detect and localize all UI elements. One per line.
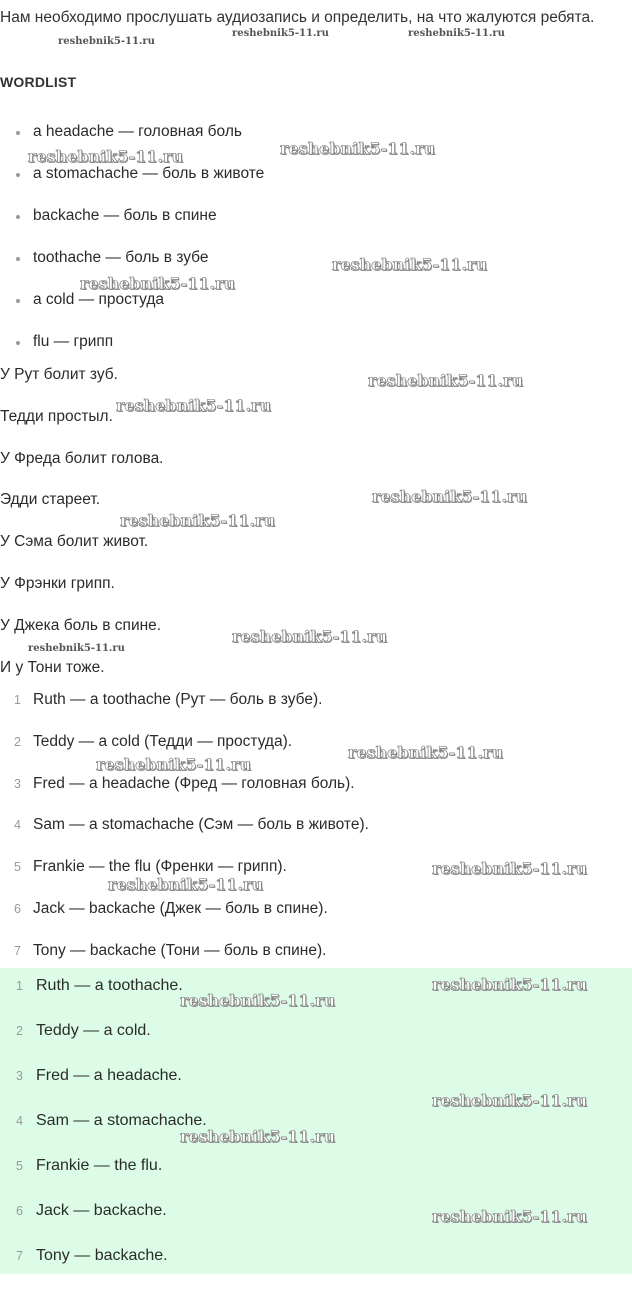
item-number: 6: [16, 1204, 23, 1218]
final-answer-item: 4 Sam — a stomachache.: [0, 1109, 632, 1154]
watermark: reshebnik5-11.ru: [232, 627, 388, 646]
item-number: 7: [16, 1249, 23, 1263]
wordlist-item: a headache — головная боль: [0, 120, 632, 162]
item-number: 7: [14, 943, 21, 958]
watermark: reshebnik5-11.ru: [372, 487, 528, 506]
answer-item: 5 Frankie — the flu (Френки — грипп).: [0, 855, 632, 897]
wordlist-item: toothache — боль в зубе: [0, 246, 632, 288]
item-number: 1: [14, 693, 21, 707]
answer-item: 1 Ruth — a toothache (Рут — боль в зубе).: [0, 688, 632, 730]
item-number: 1: [16, 979, 23, 993]
watermark: reshebnik5-11.ru: [28, 643, 125, 654]
watermark: reshebnik5-11.ru: [432, 859, 588, 878]
bullet-icon: [16, 299, 20, 303]
answer-list: [0, 688, 632, 981]
wordlist-item: a stomachache — боль в животе: [0, 162, 632, 204]
item-number: 4: [14, 818, 21, 833]
watermark: reshebnik5-11.ru: [280, 139, 436, 158]
wordlist-item: backache — боль в спине: [0, 204, 632, 246]
sentence: У Рут болит зуб.: [0, 366, 118, 383]
item-number: 5: [14, 860, 21, 875]
sentence: И у Тони тоже.: [0, 658, 105, 676]
sentence: Эдди стареет.: [0, 491, 101, 509]
bullet-icon: [16, 341, 20, 345]
sentence: У Фрэнки грипп.: [0, 574, 115, 592]
final-answer-item: 2 Teddy — a cold.: [0, 1019, 632, 1064]
watermark: reshebnik5-11.ru: [28, 147, 184, 166]
item-number: 2: [16, 1024, 23, 1038]
sentence: У Фреда болит голова.: [0, 449, 164, 467]
watermark: reshebnik5-11.ru: [108, 875, 264, 894]
watermark: reshebnik5-11.ru: [368, 371, 524, 390]
bullet-icon: [16, 257, 20, 261]
watermark: reshebnik5-11.ru: [432, 1207, 588, 1226]
item-number: 2: [14, 734, 21, 749]
watermark: reshebnik5-11.ru: [332, 255, 488, 274]
answer-box: [0, 968, 632, 1274]
item-number: 6: [14, 901, 21, 916]
wordlist-item: a cold — простуда: [0, 288, 632, 330]
answer-item: 4 Sam — a stomachache (Сэм — боль в животе).: [0, 813, 632, 855]
watermark: reshebnik5-11.ru: [80, 274, 236, 293]
watermark: reshebnik5-11.ru: [432, 1091, 588, 1110]
answer-item: 6 Jack — backache (Джек — боль в спине).: [0, 897, 632, 939]
watermark: reshebnik5-11.ru: [116, 396, 272, 415]
item-number: 4: [16, 1114, 23, 1128]
bullet-icon: [16, 131, 20, 135]
final-answer-item: 5 Frankie — the flu.: [0, 1154, 632, 1199]
watermark: reshebnik5-11.ru: [180, 991, 336, 1010]
wordlist-item: flu — грипп: [0, 330, 632, 372]
task-intro: Нам необходимо прослушать аудиозапись и определить, на что жалуются ребята.: [0, 9, 595, 26]
sentence: Тедди простыл.: [0, 407, 113, 425]
item-number: 5: [16, 1159, 23, 1173]
wordlist-heading: WORDLIST: [0, 74, 77, 90]
final-answer-item: 7 Tony — backache.: [0, 1244, 632, 1289]
sentence: У Джека боль в спине.: [0, 616, 162, 634]
answer-item: 2 Teddy — a cold (Тедди — простуда).: [0, 730, 632, 772]
bullet-icon: [16, 173, 20, 177]
final-answer-item: 1 Ruth — a toothache.: [0, 974, 632, 1019]
sentence: У Сэма болит живот.: [0, 533, 149, 551]
watermark: reshebnik5-11.ru: [408, 28, 505, 39]
watermark: reshebnik5-11.ru: [180, 1127, 336, 1146]
watermark: reshebnik5-11.ru: [348, 743, 504, 762]
item-number: 3: [16, 1069, 23, 1083]
watermark: reshebnik5-11.ru: [232, 28, 329, 39]
watermark: reshebnik5-11.ru: [96, 755, 252, 774]
bullet-icon: [16, 215, 20, 219]
watermark: reshebnik5-11.ru: [120, 511, 276, 530]
final-answer-item: 3 Fred — a headache.: [0, 1064, 632, 1109]
answer-item: 3 Fred — a headache (Фред — головная боль).: [0, 772, 632, 814]
item-number: 3: [14, 776, 21, 791]
watermark: reshebnik5-11.ru: [58, 36, 155, 47]
watermark: reshebnik5-11.ru: [432, 975, 588, 994]
final-answer-item: 6 Jack — backache.: [0, 1199, 632, 1244]
answer-item: 7 Tony — backache (Тони — боль в спине).: [0, 939, 632, 981]
